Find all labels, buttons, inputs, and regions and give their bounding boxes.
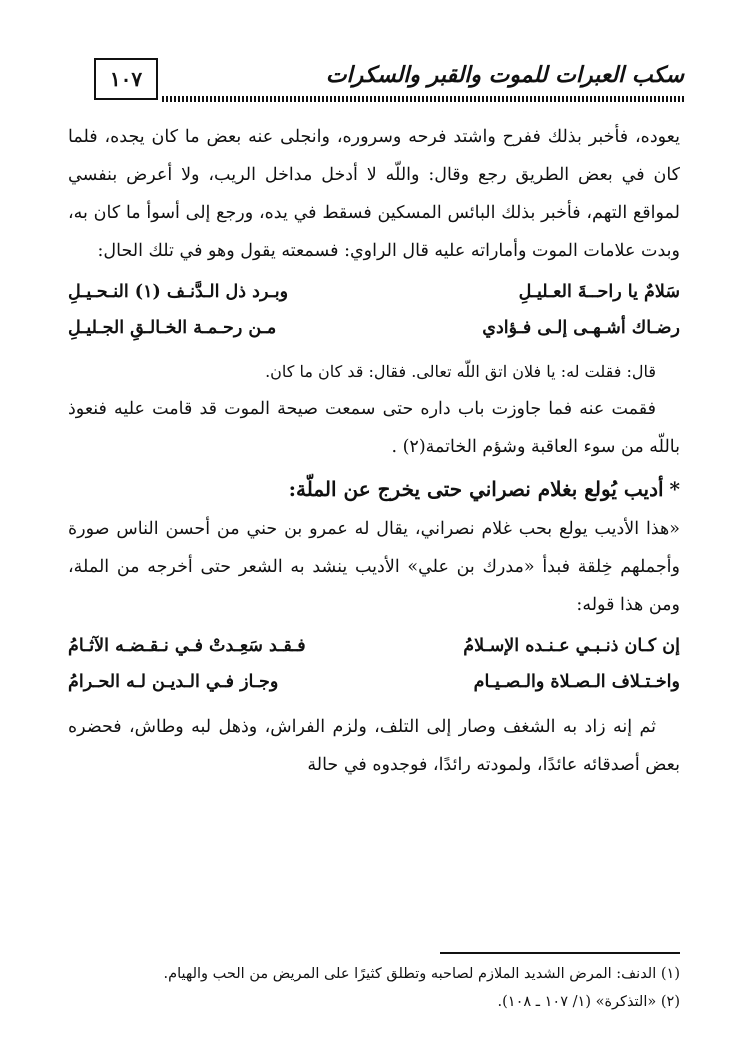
verse-4-first-hemistich: واخـتـلاف الـصـلاة والـصـيـام [473, 672, 680, 692]
page-header [94, 58, 684, 102]
footnote-2: (٢) «التذكرة» (١/ ١٠٧ ـ ١٠٨). [497, 993, 680, 1010]
page-number: ١٠٧ [94, 58, 158, 100]
main-text [68, 118, 680, 784]
footnote-rule [440, 952, 680, 954]
paragraph-4: «هذا الأديب يولع بحب غلام نصراني، يقال له عمرو بن حني من أحسن الناس صورة وأجملهم خِلقة فبدأ «مدرك بن علي» الأديب ينشد به الشعر حتى أخرجه من الملة، ومن هذا قوله: [68, 519, 680, 615]
paragraph-5: ثم إنه زاد به الشغف وصار إلى التلف، ولزم الفراش، وذهل لبه وطاش، فحضره بعض أصدقائه عائدًا، ولمودته رائدًا، فوجدوه في حالة [68, 717, 680, 775]
paragraph-1: يعوده، فأخبر بذلك ففرح واشتد فرحه وسروره، وانجلى عنه بعض ما كان يجده، فلما كان في بعض الطريق رجع وقال: واللّه لا أدخل مداخل الريب، ولا أعرض بنفسي لمواقع التهم، فأخبر بذلك البائس المسكين فسقط في يده، ورجع إلى أسوأ ما كان به، وبدت علامات الموت وأماراته عليه قال الراوي: فسمعته يقول وهو في تلك الحال: [68, 127, 680, 261]
poem-2-verse-2 [68, 664, 680, 700]
running-title: سكب العبرات للموت والقبر والسكرات [325, 62, 684, 88]
footnote-1: (١) الدنف: المرض الشديد الملازم لصاحبه وتطلق كثيرًا على المريض من الحب والهيام. [163, 965, 680, 982]
verse-2-first-hemistich: رضـاك أشـهـى إلـى فـؤادي [482, 318, 680, 338]
verse-4-second-hemistich: وجـاز فـي الـديـن لـه الحـرامُ [68, 672, 279, 692]
poem-2-verse-1 [68, 628, 680, 664]
verse-3-first-hemistich: إن كـان ذنـبـي عـنـده الإسـلامُ [463, 636, 680, 656]
verse-1-first-hemistich: سَلامٌ يا راحــةَ العـليـلِ [518, 282, 680, 302]
poem-1-verse-1 [68, 274, 680, 310]
verse-3-second-hemistich: فـقـد سَعِـدتْ فـي نـقـضـه الآثـامُ [68, 636, 306, 656]
poem-2 [68, 628, 680, 700]
heading-text: أديب يُولع بغلام نصراني حتى يخرج عن الملّة: [288, 477, 664, 501]
header-rule [162, 96, 684, 102]
footnotes [68, 952, 680, 1016]
poem-1 [68, 274, 680, 346]
section-heading [68, 468, 680, 510]
verse-1-second-hemistich: وبـرد ذل الـدَّنـف (١) النـحـيـلِ [68, 282, 289, 302]
verse-2-second-hemistich: مـن رحـمـة الخـالـقِ الجـليـلِ [68, 318, 277, 338]
paragraph-2: قال: فقلت له: يا فلان اتق اللّه تعالى. فقال: قد كان ما كان. [265, 362, 656, 381]
heading-star: * [669, 477, 680, 501]
paragraph-3: فقمت عنه فما جاوزت باب داره حتى سمعت صيحة الموت قد قامت عليه فنعوذ باللّه من سوء العاقبة وشؤم الخاتمة(٢) . [68, 399, 680, 457]
poem-1-verse-2 [68, 310, 680, 346]
